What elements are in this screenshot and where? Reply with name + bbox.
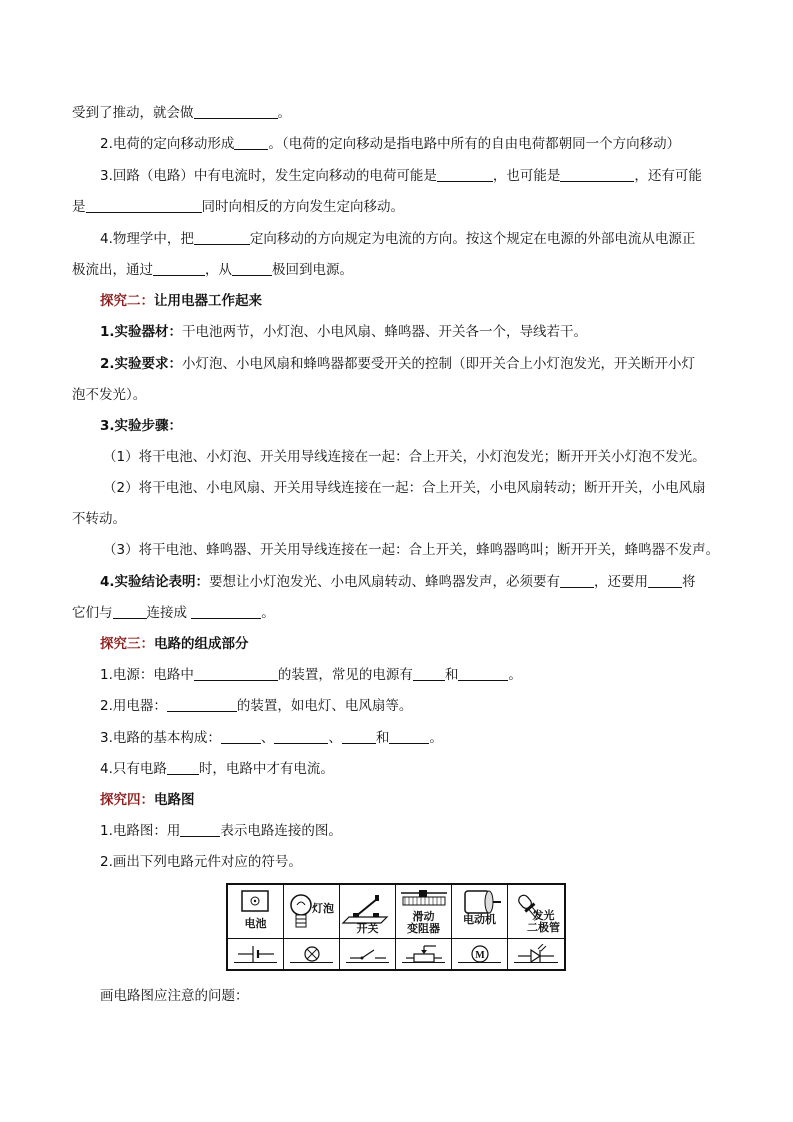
blank[interactable]: [194, 229, 250, 245]
section-heading-3: 探究三：电路的组成部分: [100, 636, 249, 652]
text-line-6: 极流出，通过 ，从 极回到电源。: [72, 262, 353, 278]
switch-symbol-cell: [340, 939, 396, 969]
lamp-symbol-cell: [284, 939, 340, 969]
blank[interactable]: [560, 166, 634, 182]
switch-symbol: [348, 944, 388, 964]
text-line-1: 受到了推动，就会做 。: [72, 105, 291, 121]
blank[interactable]: [113, 603, 147, 619]
circuit-diagram-def: 1.电路图：用 表示电路连接的图。: [100, 823, 342, 839]
component-label: 发光 二极管: [527, 909, 560, 934]
blank[interactable]: [458, 665, 508, 681]
step-3: （3）将干电池、蜂鸣器、开关用导线连接在一起：合上开关，蜂鸣器鸣叫；断开开关，蜂鸣器不发声。: [103, 542, 720, 558]
text-line-5: 4.物理学中，把 定向移动的方向规定为电流的方向。按这个规定在电源的外部电流从电源正: [100, 231, 696, 247]
blank[interactable]: [437, 166, 493, 182]
component-symbol-table: [226, 883, 566, 971]
experiment-requirements-cont: 泡不发光）。: [72, 387, 147, 403]
motor-symbol-cell: [452, 939, 508, 969]
experiment-requirements: 2.实验要求：小灯泡、小电风扇和蜂鸣器都要受开关的控制（即开关合上小灯泡发光，开关断开小灯: [100, 356, 696, 372]
text-line-3: 3.回路（电路）中有电流时，发生定向移动的电荷可能是 ，也可能是 ，还有可能: [100, 168, 702, 184]
lamp-symbol: [292, 944, 332, 964]
blank[interactable]: [274, 728, 328, 744]
section-heading-2: 探究二：让用电器工作起来: [100, 293, 262, 309]
circuit-structure-line: 3.电路的基本构成： 、 、 和 。: [100, 730, 443, 746]
draw-symbols-instruction: 2.画出下列电路元件对应的符号。: [100, 854, 302, 870]
component-led: [508, 885, 564, 939]
motor-icon: [453, 887, 507, 937]
blank[interactable]: [194, 665, 278, 681]
blank[interactable]: [180, 821, 220, 837]
blank[interactable]: [389, 728, 429, 744]
component-switch: [340, 885, 396, 939]
text-line-2: 2.电荷的定向移动形成 。（电荷的定向移动是指电路中所有的自由电荷都朝同一个方向移动）: [100, 136, 681, 152]
component-label: 电动机: [463, 913, 496, 926]
blank[interactable]: [648, 572, 682, 588]
step-1: （1）将干电池、小灯泡、开关用导线连接在一起：合上开关，小灯泡发光；断开开关小灯泡不发光。: [103, 449, 706, 465]
answer-line[interactable]: [458, 962, 501, 963]
blank[interactable]: [194, 103, 278, 119]
motor-symbol: [460, 944, 500, 964]
experiment-conclusion-cont: 它们与 连接成 。: [72, 605, 275, 621]
experiment-conclusion: 4.实验结论表明：要想让小灯泡发光、小电风扇转动、蜂鸣器发声，必须要有 ，还要用 将: [100, 574, 696, 590]
power-source-line: 1.电源：电路中 的装置，常见的电源有 和 。: [100, 667, 522, 683]
blank[interactable]: [342, 728, 376, 744]
step-2: （2）将干电池、小电风扇、开关用导线连接在一起：合上开关，小电风扇转动；断开开关，小电风扇: [103, 480, 706, 496]
blank[interactable]: [167, 759, 199, 775]
blank[interactable]: [191, 603, 261, 619]
component-label: 灯泡: [312, 902, 334, 915]
step-2-cont: 不转动。: [72, 511, 126, 527]
answer-line[interactable]: [346, 962, 389, 963]
answer-line[interactable]: [234, 962, 277, 963]
component-motor: [452, 885, 508, 939]
component-label: 电池: [244, 917, 267, 930]
answer-line[interactable]: [290, 962, 333, 963]
component-label: 开关: [356, 922, 379, 935]
text-line-4: 是 同时向相反的方向发生定向移动。: [72, 199, 404, 215]
led-symbol-cell: [508, 939, 564, 969]
blank[interactable]: [560, 572, 594, 588]
answer-line[interactable]: [514, 962, 558, 963]
rheostat-symbol: [404, 944, 444, 964]
load-device-line: 2.用电器： 的装置，如电灯、电风扇等。: [100, 698, 413, 714]
blank[interactable]: [232, 260, 272, 276]
component-battery: [228, 885, 284, 939]
battery-symbol: [236, 944, 276, 964]
blank[interactable]: [86, 197, 202, 213]
component-rheostat: [396, 885, 452, 939]
diagram-notes-line: 画电路图应注意的问题：: [100, 988, 249, 1004]
component-bulb: [284, 885, 340, 939]
blank[interactable]: [153, 260, 205, 276]
component-label: 滑动 变阻器: [407, 910, 440, 935]
blank[interactable]: [221, 728, 261, 744]
motor-symbol-letter: M: [474, 950, 485, 961]
rheostat-symbol-cell: [396, 939, 452, 969]
experiment-materials: 1.实验器材：干电池两节，小灯泡、小电风扇、蜂鸣器、开关各一个，导线若干。: [100, 324, 588, 340]
blank[interactable]: [413, 665, 445, 681]
answer-line[interactable]: [402, 962, 445, 963]
blank[interactable]: [234, 134, 268, 150]
experiment-steps-label: 3.实验步骤：: [100, 418, 183, 434]
closed-circuit-line: 4.只有电路 时，电路中才有电流。: [100, 761, 334, 777]
blank[interactable]: [167, 696, 237, 712]
battery-symbol-cell: [228, 939, 284, 969]
led-symbol: [516, 944, 556, 964]
section-heading-4: 探究四：电路图: [100, 792, 195, 808]
